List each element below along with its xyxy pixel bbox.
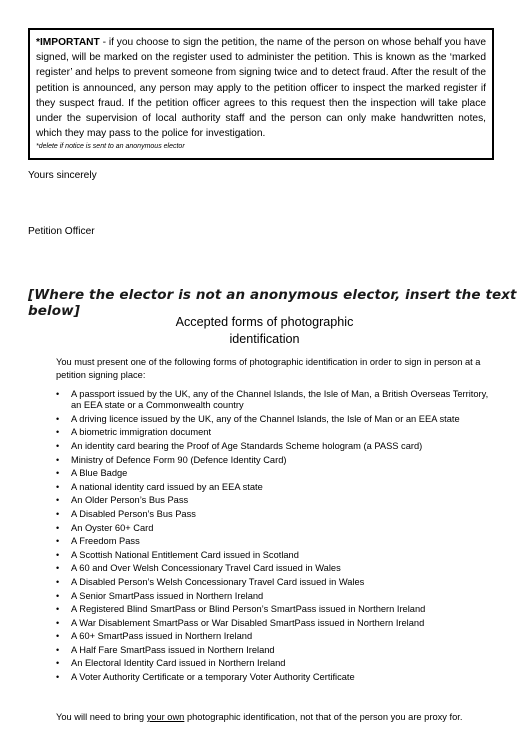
list-item <box>56 591 496 602</box>
list-item <box>56 577 496 588</box>
list-item <box>56 523 496 534</box>
instruction-heading: [Where the elector is not an anonymous elector, insert the text below] <box>28 287 517 319</box>
footer-text-underlined: your own <box>146 712 185 722</box>
bullet-icon: • <box>56 454 60 465</box>
section-title-line-1: Accepted forms of photographic <box>175 315 354 329</box>
bullet-icon: • <box>56 536 60 547</box>
bullet-icon: • <box>56 658 60 669</box>
list-item <box>56 631 496 642</box>
notice-paragraph <box>36 35 486 141</box>
bullet-icon: • <box>56 644 60 655</box>
list-item-text: A 60+ SmartPass issued in Northern Ireland <box>71 631 253 642</box>
list-item-text: A War Disablement SmartPass or War Disabled SmartPass issued in Northern Ireland <box>71 617 425 628</box>
list-item <box>56 645 496 656</box>
list-item-text: An Oyster 60+ Card <box>71 522 154 533</box>
list-item <box>56 495 496 506</box>
section-title-line-2: identification <box>229 332 300 346</box>
list-item-text: A Blue Badge <box>71 468 128 479</box>
list-item-text: Ministry of Defence Form 90 (Defence Identity Card) <box>71 454 287 465</box>
list-item-text: A Disabled Person’s Bus Pass <box>71 508 196 519</box>
bullet-icon: • <box>56 440 60 451</box>
footer-text-after: photographic identification, not that of the person you are proxy for. <box>184 712 463 722</box>
bullet-icon: • <box>56 617 60 628</box>
list-item-text: A Registered Blind SmartPass or Blind Person’s SmartPass issued in Northern Ireland <box>71 604 426 615</box>
bullet-icon: • <box>56 495 60 506</box>
notice-body: - if you choose to sign the petition, the name of the person on whose behalf you have signed, will be marked on the register used to administer the petition. This is known as the ‘marked register’ and helps to prevent someone from signing twice and to detect fraud. After the result of the petition is announced, any person may apply to the petition officer to inspect the marked register if they suspect fraud. If the petition officer agrees to this request then the inspection will take place under the supervision of local authority staff and the person can only make handwritten notes, which they may pass to the police for investigation. <box>36 37 487 140</box>
list-item <box>56 672 496 683</box>
bullet-icon: • <box>56 481 60 492</box>
list-item-text: An Electoral Identity Card issued in Northern Ireland <box>71 658 286 669</box>
bullet-icon: • <box>56 672 60 683</box>
list-item-text: A Disabled Person’s Welsh Concessionary Travel Card issued in Wales <box>71 576 365 587</box>
id-forms-list <box>56 389 496 686</box>
list-item <box>56 563 496 574</box>
list-item <box>56 604 496 615</box>
list-item-text: A Scottish National Entitlement Card issued in Scotland <box>71 549 299 560</box>
bullet-icon: • <box>56 604 60 615</box>
bullet-icon: • <box>56 413 60 424</box>
list-item-text: A Voter Authority Certificate or a temporary Voter Authority Certificate <box>71 672 355 683</box>
list-item-text: A passport issued by the UK, any of the Channel Islands, the Isle of Man, a British Overseas Territory, an EEA state or a Commonwealth country <box>71 389 489 411</box>
bullet-icon: • <box>56 522 60 533</box>
section-footer <box>56 711 496 724</box>
list-item-text: A national identity card issued by an EEA state <box>71 481 263 492</box>
list-item <box>56 389 496 411</box>
bullet-icon: • <box>56 427 60 438</box>
list-item <box>56 618 496 629</box>
footer-text-before: You will need to bring <box>56 712 147 722</box>
list-item <box>56 536 496 547</box>
list-item <box>56 441 496 452</box>
list-item-text: A driving licence issued by the UK, any of the Channel Islands, the Isle of Man or an EEA state <box>71 413 460 424</box>
list-item-text: A Senior SmartPass issued in Northern Ireland <box>71 590 264 601</box>
list-item-text: A Half Fare SmartPass issued in Northern Ireland <box>71 644 275 655</box>
list-item-text: A 60 and Over Welsh Concessionary Travel Card issued in Wales <box>71 563 341 574</box>
bullet-icon: • <box>56 508 60 519</box>
section-intro: You must present one of the following forms of photographic identification in order to sign in person at a petition signing place: <box>56 357 481 380</box>
section-title <box>0 314 529 348</box>
bullet-icon: • <box>56 563 60 574</box>
bullet-icon: • <box>56 549 60 560</box>
list-item <box>56 509 496 520</box>
list-item-text: An identity card bearing the Proof of Age Standards Scheme hologram (a PASS card) <box>71 440 423 451</box>
list-item <box>56 468 496 479</box>
list-item-text: A biometric immigration document <box>71 427 212 438</box>
bullet-icon: • <box>56 576 60 587</box>
closing-signatory: Petition Officer <box>28 226 95 237</box>
bullet-icon: • <box>56 389 60 399</box>
bullet-icon: • <box>56 590 60 601</box>
bullet-icon: • <box>56 468 60 479</box>
bullet-icon: • <box>56 631 60 642</box>
list-item <box>56 455 496 466</box>
list-item-text: An Older Person’s Bus Pass <box>71 495 189 506</box>
list-item <box>56 482 496 493</box>
closing-sincerely: Yours sincerely <box>28 170 97 181</box>
list-item <box>56 658 496 669</box>
list-item <box>56 427 496 438</box>
notice-footnote: *delete if notice is sent to an anonymous elector <box>36 143 185 151</box>
notice-lead: *IMPORTANT <box>36 37 100 48</box>
important-notice-box <box>28 28 494 160</box>
list-item-text: A Freedom Pass <box>71 536 140 547</box>
list-item <box>56 550 496 561</box>
list-item <box>56 414 496 425</box>
